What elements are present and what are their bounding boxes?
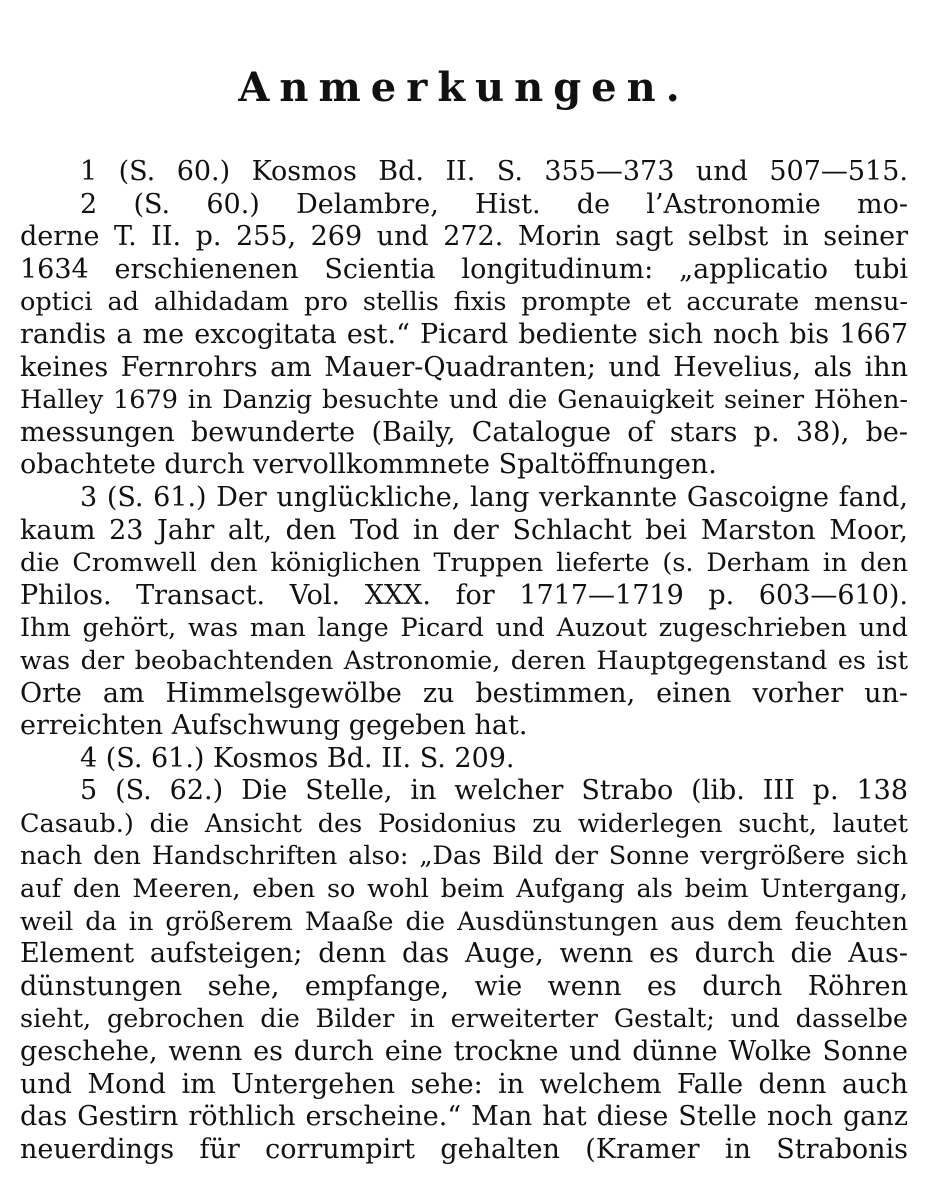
text-line: Philos. Transact. Vol. XXX. for 1717—1719 p. 603—610). bbox=[20, 579, 908, 611]
text-line: randis a me excogitata est.“ Picard bediente sich noch bis 1667 bbox=[20, 318, 908, 350]
text-line: erreichten Aufschwung gegeben hat. bbox=[20, 710, 528, 742]
text-line: 2 (S. 60.) Delambre, Hist. de l’Astronomie mo- bbox=[80, 188, 908, 220]
page-title: Anmerkungen. bbox=[238, 64, 690, 111]
text-line: 5 (S. 62.) Die Stelle, in welcher Strabo (lib. III p. 138 bbox=[80, 775, 908, 807]
text-line: die Cromwell den königlichen Truppen lieferte (s. Derham in den bbox=[20, 548, 908, 579]
text-line: obachtete durch vervollkommnete Spaltöffnungen. bbox=[20, 449, 717, 481]
text-line: Ihm gehört, was man lange Picard und Auzout zugeschrieben und bbox=[20, 613, 908, 644]
text-line: was der beobachtenden Astronomie, deren Hauptgegenstand es ist bbox=[20, 645, 908, 676]
text-line: messungen bewunderte (Baily, Catalogue of stars p. 38), be- bbox=[20, 416, 908, 448]
text-line: Casaub.) die Ansicht des Posidonius zu widerlegen sucht, lautet bbox=[20, 808, 908, 839]
text-line: Halley 1679 in Danzig besuchte und die Genauigkeit seiner Höhen- bbox=[20, 385, 908, 416]
text-line: 4 (S. 61.) Kosmos Bd. II. S. 209. bbox=[80, 742, 515, 774]
text-line: nach den Handschriften also: „Das Bild der Sonne vergrößere sich bbox=[20, 841, 908, 872]
text-line: 3 (S. 61.) Der unglückliche, lang verkannte Gascoigne fand, bbox=[80, 481, 908, 513]
text-line: 1634 erschienenen Scientia longitudinum: „applicatio tubi bbox=[20, 253, 908, 285]
text-line: dünstungen sehe, empfange, wie wenn es durch Röhren bbox=[20, 970, 908, 1002]
text-line: Orte am Himmelsgewölbe zu bestimmen, einen vorher un- bbox=[20, 677, 908, 709]
text-line: derne T. II. p. 255, 269 und 272. Morin sagt selbst in seiner bbox=[20, 221, 908, 253]
text-line: kaum 23 Jahr alt, den Tod in der Schlacht bei Marston Moor, bbox=[20, 514, 908, 546]
text-line: neuerdings für corrumpirt gehalten (Kramer in Strabonis bbox=[20, 1133, 908, 1165]
text-line: und Mond im Untergehen sehe: in welchem Falle denn auch bbox=[20, 1068, 908, 1100]
text-line: auf den Meeren, eben so wohl beim Aufgang als beim Untergang, bbox=[20, 874, 908, 905]
text-line: optici ad alhidadam pro stellis fixis prompte et accurate mensu- bbox=[20, 287, 908, 318]
text-line: weil da in größerem Maaße die Ausdünstungen aus dem feuchten bbox=[20, 906, 908, 937]
text-line: geschehe, wenn es durch eine trockne und dünne Wolke Sonne bbox=[20, 1036, 908, 1068]
notes-body bbox=[20, 156, 908, 1166]
page bbox=[20, 62, 908, 1166]
text-line: keines Fernrohrs am Mauer-Quadranten; und Hevelius, als ihn bbox=[20, 351, 908, 383]
text-line: 1 (S. 60.) Kosmos Bd. II. S. 355—373 und 507—515. bbox=[80, 156, 908, 187]
text-line: Element aufsteigen; denn das Auge, wenn es durch die Aus- bbox=[20, 938, 908, 970]
text-line: sieht, gebrochen die Bilder in erweiterter Gestalt; und dasselbe bbox=[20, 1004, 908, 1035]
text-line: das Gestirn röthlich erscheine.“ Man hat diese Stelle noch ganz bbox=[20, 1101, 908, 1133]
